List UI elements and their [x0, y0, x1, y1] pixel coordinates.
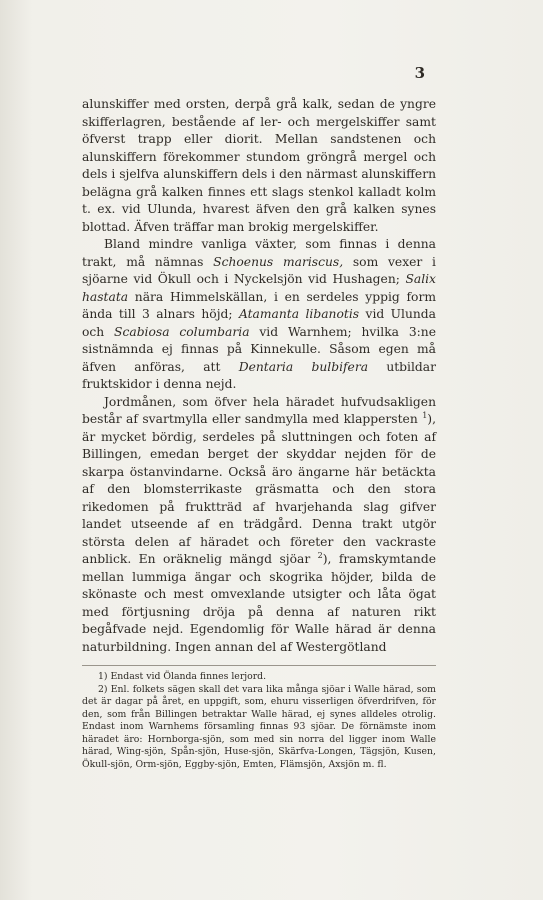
paragraph-text: vid Ulunda och: [82, 307, 436, 339]
species-name: Scabiosa columbaria: [114, 324, 250, 339]
paragraph-text: ), är mycket bördig, serdeles på sluttningen och foten af Billingen, emedan berget der skyddar nejden för de skarpa östanvindarne. Också äro ängarne här betäckta af den blomsterrikaste gräsmatta och den stora rikedomen på fruktträd af hvarjehanda slag gifver landet utseende af en trädgård. Denna trakt utgör största delen af häradet och företer den vackraste anblick. En oräknelig mängd sjöar: [82, 412, 436, 566]
paragraph-text: Bland mindre vanliga växter, som finnas i denna trakt, må nämnas: [82, 237, 436, 269]
species-name: Schoenus mariscus,: [213, 254, 344, 269]
paragraph-text: nära Himmelskällan, i en serdeles yppig form ända till 3 alnars höjd;: [82, 289, 436, 321]
paragraph-text: utbildar fruktskidor i denna nejd.: [82, 359, 437, 391]
body-text: [82, 96, 436, 656]
paragraph-text: Jordmånen, som öfver hela häradet hufvudsakligen består af svartmylla eller sandmylla med klappersten: [82, 394, 436, 426]
footnote-2: 2) Enl. folkets sägen skall det vara lika många sjöar i Walle härad, som det är dagar på året, en uppgift, som, ehuru visserligen öfverdrifven, för den, som från Billingen betraktar Walle härad, ej synes alldeles otrolig. Endast inom Warnhems församling finnas 93 sjöar. De förnämste inom häradet äro: Hornborga-sjön, som med sin norra del ligger inom Walle härad, Wing-sjön, Spån-sjön, Huse-sjön, Skärfva-Longen, Tägsjön, Kusen, Ökull-sjön, Orm-sjön, Eggby-sjön, Emten, Flämsjön, Axsjön m. fl.: [82, 683, 436, 770]
footnotes: [82, 671, 436, 771]
paragraph-text: vid Warnhem; hvilka 3:ne sistnämnda ej finnas på Kinnekulle. Såsom egen må äfven anföras, att: [82, 324, 436, 374]
footnote-mark: 1: [422, 410, 428, 420]
paragraph-text: ), framskymtande mellan lummiga ängar och skogrika höjder, bilda de skönaste och mest omvexlande utsigter och låta ögat med förtjusning dröja på denna af naturen rikt begåfvade nejd. Egendomlig för Walle härad är denna naturbildning. Ingen annan del af Westergötland: [82, 552, 436, 654]
species-name: Salix hastata: [82, 272, 436, 304]
paragraph-text: som vexer i sjöarne vid Ökull och i Nyckelsjön vid Hushagen;: [82, 254, 436, 286]
footnote-1: 1) Endast vid Ölanda finnes lerjord.: [98, 671, 267, 682]
paragraph: [82, 96, 436, 236]
species-name: Dentaria bulbifera: [238, 359, 369, 374]
paragraph: [82, 236, 436, 394]
paragraph: [82, 394, 436, 657]
footnote-mark: 2: [317, 550, 323, 560]
footnote-rule: [82, 665, 436, 666]
paragraph-text: alunskiffer med orsten, derpå grå kalk, sedan de yngre skifferlagren, bestående af ler- och mergelskiffer samt öfverst trapp eller diorit. Mellan sandstenen och alunskiffern förekommer stundom gröngrå mergel och dels i sjelfva alunskiffern dels i den närmast alunskiffern belägna grå kalken finnes ett slags stenkol kalladt kolm t. ex. vid Ulunda, hvarest äfven den grå kalken synes blottad. Äfven träffar man brokig mergelskiffer.: [82, 97, 436, 234]
species-name: Atamanta libanotis: [238, 307, 360, 321]
page-number: 3: [414, 64, 425, 82]
